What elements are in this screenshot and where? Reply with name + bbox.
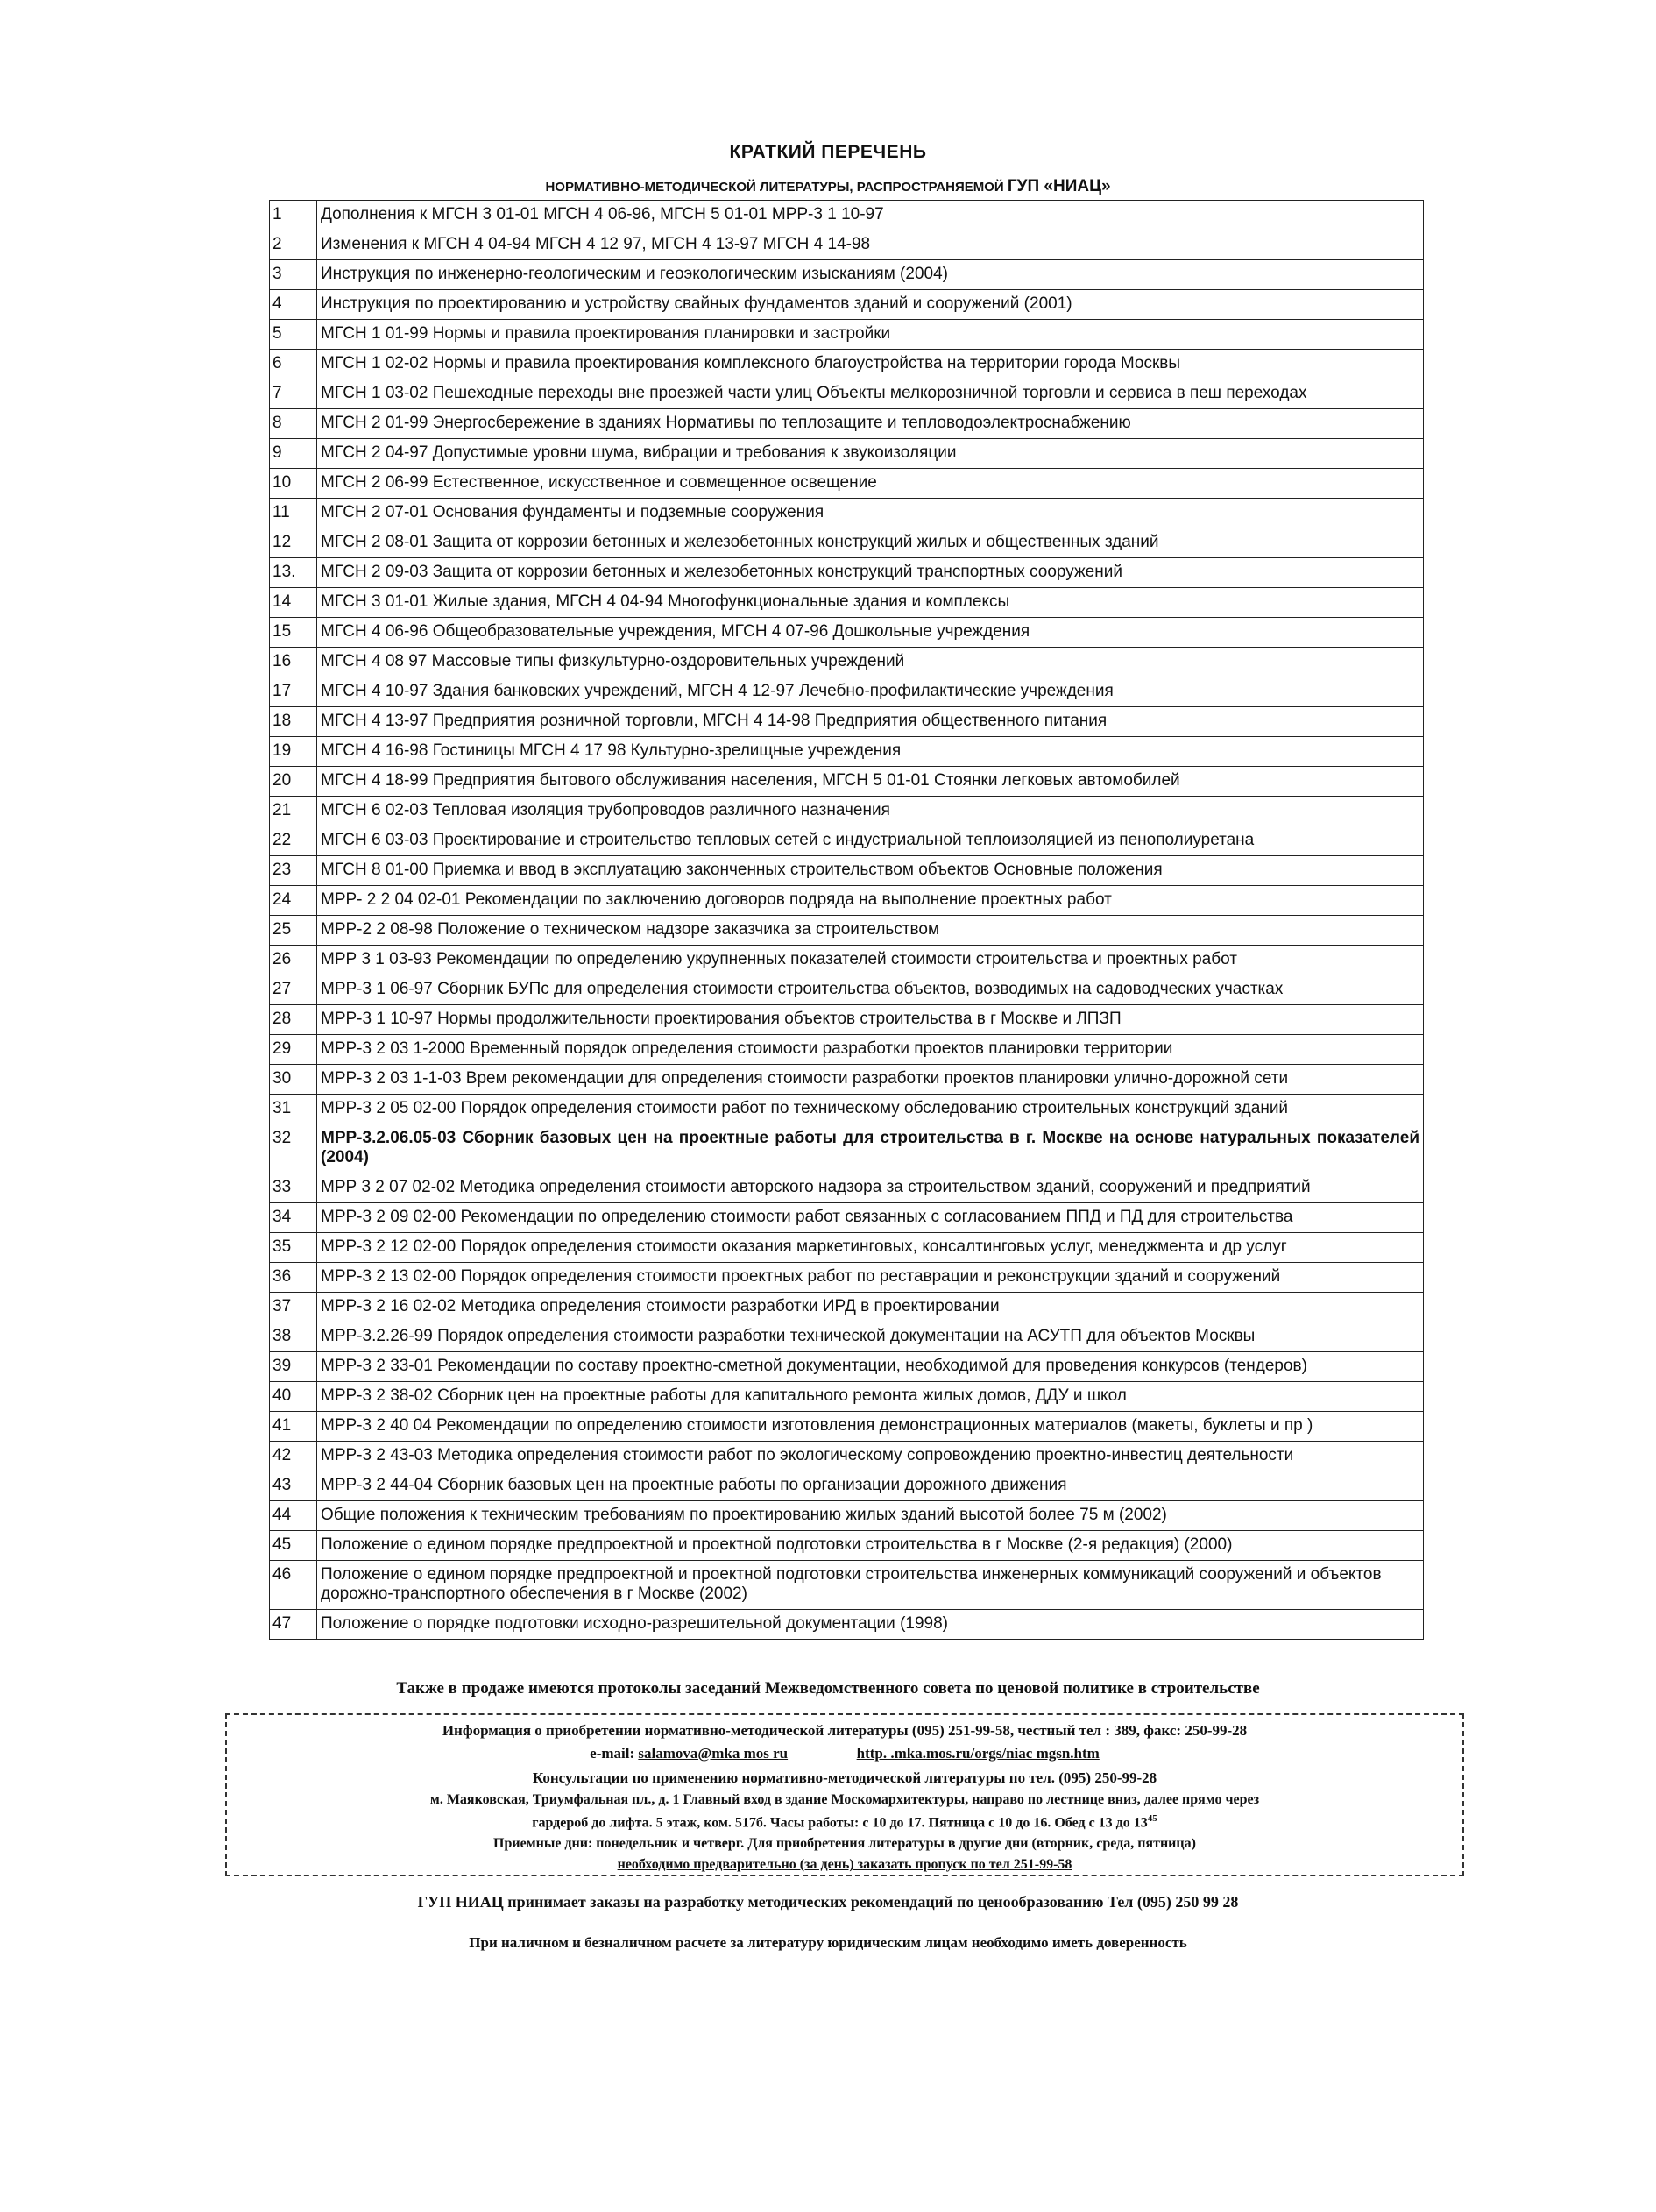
row-title: МРР-3 2 03 1-2000 Временный порядок определения стоимости разработки проектов планировки территории [317,1035,1424,1065]
info-consult-line: Консультации по применению нормативно-методической литературы по тел. (095) 250-99-28 [532,1769,1157,1786]
row-number: 41 [270,1412,317,1442]
table-row [270,856,1424,886]
row-title: МРР 3 1 03-93 Рекомендации по определению укрупненных показателей стоимости строительства и проектных работ [317,946,1424,975]
row-title: МГСН 4 10-97 Здания банковских учреждений, МГСН 4 12-97 Лечебно-профилактические учреждения [317,677,1424,707]
row-number: 20 [270,767,317,797]
info-contacts-line [227,1745,1462,1762]
table-row [270,886,1424,916]
table-row [270,1065,1424,1095]
footer-payment-note: При наличном и безналичном расчете за литературу юридическим лицам необходимо иметь доверенность [469,1934,1187,1951]
table-row [270,618,1424,648]
table-row [270,1610,1424,1640]
row-title: МРР-3 2 40 04 Рекомендации по определению стоимости изготовления демонстрационных материалов (макеты, буклеты и пр ) [317,1412,1424,1442]
also-note: Также в продаже имеются протоколы заседаний Межведомственного совета по ценовой политике в строительстве [396,1679,1260,1698]
row-number: 46 [270,1561,317,1610]
row-number: 15 [270,618,317,648]
table-row [270,320,1424,350]
row-title: МГСН 1 01-99 Нормы и правила проектирования планировки и застройки [317,320,1424,350]
info-address-line: м. Маяковская, Триумфальная пл., д. 1 Главный вход в здание Москомархитектуры, направо по лестнице вниз, далее прямо через [429,1792,1260,1807]
table-row [270,469,1424,499]
table-row [270,797,1424,826]
row-title: Положение о порядке подготовки исходно-разрешительной документации (1998) [317,1610,1424,1640]
row-title: МГСН 8 01-00 Приемка и ввод в эксплуатацию законченных строительством объектов Основные положения [317,856,1424,886]
row-title: МРР-2 2 08-98 Положение о техническом надзоре заказчика за строительством [317,916,1424,946]
row-number: 4 [270,290,317,320]
table-row [270,230,1424,260]
row-title: МРР-3 2 43-03 Методика определения стоимости работ по экологическому сопровождению проектно-инвестиц деятельности [317,1442,1424,1471]
row-number: 34 [270,1203,317,1233]
table-row [270,290,1424,320]
footer-orders-note: ГУП НИАЦ принимает заказы на разработку методических рекомендаций по ценообразованию Тел (095) 250 99 28 [417,1893,1239,1911]
row-title: Дополнения к МГСН 3 01-01 МГСН 4 06-96, МГСН 5 01-01 МРР-3 1 10-97 [317,201,1424,230]
row-title: МРР-3 2 09 02-00 Рекомендации по определению стоимости работ связанных с согласованием ППД и ПД для строительства [317,1203,1424,1233]
row-title: МРР-3 2 12 02-00 Порядок определения стоимости оказания маркетинговых, консалтинговых услуг, менеджмента и др услуг [317,1233,1424,1263]
row-number: 37 [270,1293,317,1322]
table-row [270,1442,1424,1471]
table-row [270,1203,1424,1233]
table-row [270,1501,1424,1531]
row-number: 26 [270,946,317,975]
row-title: Общие положения к техническим требованиям по проектированию жилых зданий высотой более 75 м (2002) [317,1501,1424,1531]
row-title: МГСН 3 01-01 Жилые здания, МГСН 4 04-94 Многофункциональные здания и комплексы [317,588,1424,618]
document-title: КРАТКИЙ ПЕРЕЧЕНЬ [729,142,927,162]
row-title: МГСН 2 08-01 Защита от коррозии бетонных и железобетонных конструкций жилых и общественных зданий [317,528,1424,558]
row-number: 35 [270,1233,317,1263]
table-row [270,201,1424,230]
row-title: МГСН 2 07-01 Основания фундаменты и подземные сооружения [317,499,1424,528]
row-number: 25 [270,916,317,946]
row-title: МГСН 2 04-97 Допустимые уровни шума, вибрации и требования к звукоизоляции [317,439,1424,469]
row-number: 30 [270,1065,317,1095]
row-number: 33 [270,1173,317,1203]
table-row [270,1352,1424,1382]
subtitle-org: ГУП «НИАЦ» [1007,177,1111,195]
row-number: 44 [270,1501,317,1531]
table-row [270,260,1424,290]
table-row [270,350,1424,379]
row-title: МРР 3 2 07 02-02 Методика определения стоимости авторского надзора за строительством зданий, сооружений и предприятий [317,1173,1424,1203]
row-title: Инструкция по проектированию и устройству свайных фундаментов зданий и сооружений (2001) [317,290,1424,320]
table-row [270,528,1424,558]
table-row [270,558,1424,588]
row-number: 16 [270,648,317,677]
table-row [270,379,1424,409]
row-number: 22 [270,826,317,856]
row-number: 12 [270,528,317,558]
row-title: МРР-3 2 16 02-02 Методика определения стоимости разработки ИРД в проектировании [317,1293,1424,1322]
row-title: МРР-3 2 03 1-1-03 Врем рекомендации для определения стоимости разработки проектов планировки улично-дорожной сети [317,1065,1424,1095]
row-number: 14 [270,588,317,618]
table-row [270,677,1424,707]
row-number: 27 [270,975,317,1005]
table-row [270,946,1424,975]
table-row [270,1173,1424,1203]
row-number: 28 [270,1005,317,1035]
table-row [270,1233,1424,1263]
literature-table [269,200,1424,1640]
row-number: 9 [270,439,317,469]
row-number: 32 [270,1124,317,1173]
info-box [225,1713,1464,1876]
table-row [270,1095,1424,1124]
document-subtitle [0,177,1656,196]
row-title: МГСН 4 16-98 Гостиницы МГСН 4 17 98 Культурно-зрелищные учреждения [317,737,1424,767]
info-pass-line [227,1857,1462,1873]
email-link[interactable]: salamova@mka mos ru [638,1745,789,1762]
row-title: Инструкция по инженерно-геологическим и геоэкологическим изысканиям (2004) [317,260,1424,290]
row-number: 36 [270,1263,317,1293]
row-title: МРР- 2 2 04 02-01 Рекомендации по заключению договоров подряда на выполнение проектных работ [317,886,1424,916]
row-title: МГСН 2 09-03 Защита от коррозии бетонных и железобетонных конструкций транспортных сооружений [317,558,1424,588]
row-number: 17 [270,677,317,707]
row-title: МГСН 2 01-99 Энергосбережение в зданиях Нормативы по теплозащите и тепловодоэлектроснабжению [317,409,1424,439]
row-number: 24 [270,886,317,916]
row-number: 38 [270,1322,317,1352]
row-number: 13. [270,558,317,588]
row-title: МГСН 4 13-97 Предприятия розничной торговли, МГСН 4 14-98 Предприятия общественного питания [317,707,1424,737]
row-number: 11 [270,499,317,528]
row-title: Изменения к МГСН 4 04-94 МГСН 4 12 97, МГСН 4 13-97 МГСН 4 14-98 [317,230,1424,260]
row-number: 19 [270,737,317,767]
info-pass-text: необходимо предварительно (за день) заказать пропуск по тел 251-99-58 [617,1857,1072,1872]
table-row [270,648,1424,677]
table-row [270,1322,1424,1352]
row-number: 8 [270,409,317,439]
row-number: 29 [270,1035,317,1065]
row-title: МГСН 1 03-02 Пешеходные переходы вне проезжей части улиц Объекты мелкорозничной торговли и сервиса в пеш переходах [317,379,1424,409]
table-row [270,409,1424,439]
row-title: Положение о едином порядке предпроектной и проектной подготовки строительства в г Москве (2-я редакция) (2000) [317,1531,1424,1561]
row-number: 7 [270,379,317,409]
row-number: 18 [270,707,317,737]
table-row [270,1263,1424,1293]
row-number: 5 [270,320,317,350]
table-row [270,1035,1424,1065]
row-title: МРР-3 2 38-02 Сборник цен на проектные работы для капитального ремонта жилых домов, ДДУ и школ [317,1382,1424,1412]
row-number: 39 [270,1352,317,1382]
row-number: 42 [270,1442,317,1471]
row-title: МГСН 1 02-02 Нормы и правила проектирования комплексного благоустройства на территории города Москвы [317,350,1424,379]
table-row [270,1382,1424,1412]
table-row [270,1412,1424,1442]
row-title: МГСН 4 06-96 Общеобразовательные учреждения, МГСН 4 07-96 Дошкольные учреждения [317,618,1424,648]
email-label: e-mail: [590,1745,635,1762]
row-number: 21 [270,797,317,826]
info-days-line: Приемные дни: понедельник и четверг. Для приобретения литературы в другие дни (вторник, среда, пятница) [493,1836,1196,1851]
table-row [270,1531,1424,1561]
info-hours-line [227,1813,1462,1831]
info-hours-text: гардероб до лифта. 5 этаж, ком. 517б. Часы работы: с 10 до 17. Пятница с 10 до 16. Обед с 13 до 13 [532,1815,1148,1831]
info-hours-sup: 45 [1147,1813,1157,1824]
website-link[interactable]: http. .mka.mos.ru/orgs/niac mgsn.htm [856,1745,1100,1762]
row-title: МРР-3.2.26-99 Порядок определения стоимости разработки технической документации на АСУТП для объектов Москвы [317,1322,1424,1352]
row-number: 31 [270,1095,317,1124]
row-title: МГСН 2 06-99 Естественное, искусственное и совмещенное освещение [317,469,1424,499]
row-title: МГСН 6 03-03 Проектирование и строительство тепловых сетей с индустриальной теплоизоляцией из пенополиуретана [317,826,1424,856]
table-row [270,707,1424,737]
table-row [270,439,1424,469]
row-number: 1 [270,201,317,230]
row-title: МГСН 6 02-03 Тепловая изоляция трубопроводов различного назначения [317,797,1424,826]
row-title: МРР-3 1 06-97 Сборник БУПс для определения стоимости строительства объектов, возводимых на садоводческих участках [317,975,1424,1005]
row-number: 3 [270,260,317,290]
row-title: МГСН 4 18-99 Предприятия бытового обслуживания населения, МГСН 5 01-01 Стоянки легковых автомобилей [317,767,1424,797]
table-row [270,1005,1424,1035]
table-row [270,737,1424,767]
row-title: МГСН 4 08 97 Массовые типы физкультурно-оздоровительных учреждений [317,648,1424,677]
table-row [270,767,1424,797]
row-title: МРР-3 2 44-04 Сборник базовых цен на проектные работы по организации дорожного движения [317,1471,1424,1501]
table-row [270,1471,1424,1501]
table-row [270,1124,1424,1173]
row-title: МРР-3 2 13 02-00 Порядок определения стоимости проектных работ по реставрации и реконструкции зданий и сооружений [317,1263,1424,1293]
table-row [270,826,1424,856]
row-number: 43 [270,1471,317,1501]
literature-table-body [270,201,1424,1640]
table-row [270,916,1424,946]
row-number: 47 [270,1610,317,1640]
row-number: 6 [270,350,317,379]
row-number: 10 [270,469,317,499]
table-row [270,588,1424,618]
row-title: МРР-3 2 05 02-00 Порядок определения стоимости работ по техническому обследованию строительных конструкций зданий [317,1095,1424,1124]
info-purchase-line: Информация о приобретении нормативно-методической литературы (095) 251-99-58, честный тел : 389, факс: 250-99-28 [442,1722,1248,1739]
row-number: 45 [270,1531,317,1561]
row-number: 2 [270,230,317,260]
table-row [270,1293,1424,1322]
table-row [270,975,1424,1005]
table-row [270,499,1424,528]
row-number: 23 [270,856,317,886]
row-title: МРР-3 2 33-01 Рекомендации по составу проектно-сметной документации, необходимой для проведения конкурсов (тендеров) [317,1352,1424,1382]
subtitle-text: НОРМАТИВНО-МЕТОДИЧЕСКОЙ ЛИТЕРАТУРЫ, РАСПРОСТРАНЯЕМОЙ [545,180,1004,195]
table-row [270,1561,1424,1610]
row-number: 40 [270,1382,317,1412]
row-title: МРР-3 1 10-97 Нормы продолжительности проектирования объектов строительства в г Москве и ЛПЗП [317,1005,1424,1035]
row-title: Положение о едином порядке предпроектной и проектной подготовки строительства инженерных коммуникаций сооружений и объектов дорожно-транспортного обеспечения в г Москве (2002) [317,1561,1424,1610]
row-title: МРР-3.2.06.05-03 Сборник базовых цен на проектные работы для строительства в г. Москве на основе натуральных показателей (2004) [317,1124,1424,1173]
